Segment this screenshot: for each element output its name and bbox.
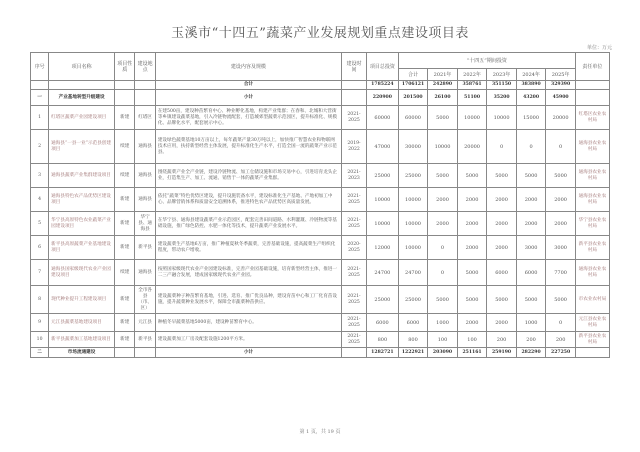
row-name: 元江县蔬菜基地建设项目 <box>49 314 115 332</box>
section-2-total: 1282721 <box>366 348 398 358</box>
row-name: 现代种业提升工程建设项目 <box>49 286 115 314</box>
row-total: 25000 <box>366 286 398 314</box>
row-seq: 6 <box>31 236 49 260</box>
row-location: 元江县 <box>135 314 155 332</box>
section-1-name: 产业基地转型升级建设 <box>49 90 115 106</box>
row-nature: 新建 <box>114 286 134 314</box>
row-y2022: 100 <box>457 332 487 348</box>
row-seq: 4 <box>31 188 49 212</box>
row-y2024: 1000 <box>516 314 546 332</box>
row-y2025: 2000 <box>546 188 576 212</box>
row-y2023: 5000 <box>487 286 517 314</box>
row-y2024: 15000 <box>516 106 546 130</box>
row-location: 新平县 <box>135 236 155 260</box>
row-location: 华宁县、通海县 <box>135 212 155 236</box>
row-y2022: 2000 <box>457 236 487 260</box>
row-name: 华宁县高原特色农业蔬菜产业园建设项目 <box>49 212 115 236</box>
project-row <box>31 314 610 332</box>
row-name: 通海县“一县一业”示范县创建项目 <box>49 130 115 164</box>
document-title: 玉溪市“十四五”蔬菜产业发展规划重点建设项目表 <box>171 26 469 41</box>
row-resp: 新平县农业农村局 <box>575 332 609 348</box>
row-name: 新平县高原蔬菜产业基地建设项目 <box>49 236 115 260</box>
row-period: 2021-2025 <box>342 212 367 236</box>
row-content: 按照国家级现代农业产业园建设标准，完善产业园基础设施，培育新型经营主体，推进一二三产融合发展，建成国家级现代农业产业园。 <box>155 260 341 286</box>
project-row <box>31 106 610 130</box>
section-1-y2024: 43200 <box>516 90 546 106</box>
row-seq: 3 <box>31 164 49 188</box>
row-total: 10000 <box>366 212 398 236</box>
row-location: 通海县 <box>135 164 155 188</box>
row-name: 新平县蔬菜加工基地建设项目 <box>49 332 115 348</box>
grand-total-label: 合计 <box>155 81 341 90</box>
grand-total-plan: 1706121 <box>398 81 428 90</box>
project-row <box>31 212 610 236</box>
row-y2025: 7700 <box>546 260 576 286</box>
header-seq: 序号 <box>31 53 49 81</box>
row-nature: 新建 <box>114 236 134 260</box>
row-plan: 25000 <box>398 164 428 188</box>
row-period: 2020-2025 <box>342 236 367 260</box>
section-2-y2021: 203090 <box>428 348 458 358</box>
row-resp: 华宁县农业农村局 <box>575 212 609 236</box>
grand-total-y2022: 358761 <box>457 81 487 90</box>
row-seq: 9 <box>31 314 49 332</box>
section-1-seq: 一 <box>31 90 49 106</box>
row-resp: 通海县农业农村局 <box>575 164 609 188</box>
row-y2023: 6000 <box>487 260 517 286</box>
header-resp: 责任单位 <box>575 53 609 81</box>
row-location: 通海县 <box>135 188 155 212</box>
row-plan: 60000 <box>398 106 428 130</box>
row-nature: 新建 <box>114 188 134 212</box>
row-y2023: 2000 <box>487 212 517 236</box>
row-plan: 6000 <box>398 314 428 332</box>
row-total: 6000 <box>366 314 398 332</box>
header-location: 建设地点 <box>135 53 155 81</box>
row-y2023: 5000 <box>487 164 517 188</box>
row-plan: 800 <box>398 332 428 348</box>
row-resp: 通海县农业农村局 <box>575 188 609 212</box>
row-location: 红塔区 <box>135 106 155 130</box>
row-y2024: 0 <box>516 130 546 164</box>
row-plan: 24700 <box>398 260 428 286</box>
row-nature: 新建 <box>114 106 134 130</box>
row-y2024: 5000 <box>516 164 546 188</box>
row-y2025: 0 <box>546 130 576 164</box>
header-y2021: 2021年 <box>428 69 458 81</box>
header-y2023: 2023年 <box>487 69 517 81</box>
row-name: 通海县国家级现代农业产业园建设项目 <box>49 260 115 286</box>
grand-total-row <box>31 81 610 90</box>
row-resp: 元江县农业农村局 <box>575 314 609 332</box>
row-resp: 红塔区农业农村局 <box>575 106 609 130</box>
section-1-total: 220900 <box>366 90 398 106</box>
row-y2024: 2000 <box>516 212 546 236</box>
header-plan-total: 合计 <box>398 69 428 81</box>
row-resp: 通海县农业农村局 <box>575 260 609 286</box>
section-2-y2022: 251161 <box>457 348 487 358</box>
row-y2024: 200 <box>516 332 546 348</box>
row-content: 依托“蔬菜”特色优势区建设，提升设施装备水平，建设标准化生产基地、产地初加工中心、品牌营销体系和质量安全追溯体系，推进特色农产品优势区高质量发展。 <box>155 188 341 212</box>
row-y2025: 20000 <box>546 106 576 130</box>
section-1-y2021: 26100 <box>428 90 458 106</box>
row-y2022: 5000 <box>457 286 487 314</box>
row-total: 24700 <box>366 260 398 286</box>
row-y2021: 0 <box>428 236 458 260</box>
row-y2022: 5000 <box>457 164 487 188</box>
row-content: 建设绿色蔬菜基地10万亩以上，每年蔬菜产量30万吨以上，加快推广智慧农业和物联网技术应用，扶持新型经营主体发展，提升标准化生产水平，打造全国一流的蔬菜产业示范县。 <box>155 130 341 164</box>
row-y2021: 2000 <box>428 188 458 212</box>
header-y2022: 2022年 <box>457 69 487 81</box>
row-content: 种植冬早蔬菜基地5000亩，建设种苗繁育中心。 <box>155 314 341 332</box>
row-period: 2019-2022 <box>342 130 367 164</box>
row-y2021: 5000 <box>428 106 458 130</box>
header-name: 项目名称 <box>49 53 115 81</box>
row-seq: 1 <box>31 106 49 130</box>
project-rows <box>31 106 610 348</box>
row-nature: 续建 <box>114 260 134 286</box>
section-1-label: 小计 <box>155 90 341 106</box>
row-content: 建设蔬菜种子种苗繁育基地，引进、选育、推广优良品种，建设育苗中心和工厂化育苗设施，提升蔬菜种业发展水平，保障全市蔬菜种苗供应。 <box>155 286 341 314</box>
row-nature: 续建 <box>114 164 134 188</box>
unit-label: 单位：万元 <box>586 45 612 51</box>
header-y2025: 2025年 <box>546 69 576 81</box>
row-period: 2021-2025 <box>342 106 367 130</box>
row-y2021: 5000 <box>428 286 458 314</box>
row-content: 在建500亩，建设种苗繁育中心、种业孵化基地，构建产业集群；在春和、北城和大营街等乡镇建设蔬菜基地，引入冷链物流配套，打造城郊型蔬菜示范园区，提升标准化、规模化、品牌化水平，配套展示中心。 <box>155 106 341 130</box>
section-1-y2025: 45900 <box>546 90 576 106</box>
row-y2023: 2000 <box>487 314 517 332</box>
row-content: 建设蔬菜加工厂房及配套设施1200平方米。 <box>155 332 341 348</box>
row-y2021: 10000 <box>428 130 458 164</box>
row-y2023: 0 <box>487 130 517 164</box>
row-location: 新平县 <box>135 332 155 348</box>
row-y2025: 5000 <box>546 286 576 314</box>
header-plan-group: “十四五”期间投资 <box>398 53 575 69</box>
row-y2022: 2000 <box>457 314 487 332</box>
row-total: 12000 <box>366 236 398 260</box>
grand-total-total: 1785224 <box>366 81 398 90</box>
section-2-plan: 1222921 <box>398 348 428 358</box>
project-row <box>31 332 610 348</box>
row-nature: 新建 <box>114 212 134 236</box>
row-y2022: 20000 <box>457 130 487 164</box>
row-nature: 续建 <box>114 130 134 164</box>
row-plan: 10000 <box>398 212 428 236</box>
row-total: 47000 <box>366 130 398 164</box>
row-y2025: 3000 <box>546 236 576 260</box>
row-y2024: 3000 <box>516 236 546 260</box>
row-content: 在华宁县、通海县建设蔬菜产业示范园区，配套完善田间道路、水利灌溉、冷链物流等基础设施，推广绿色防控、水肥一体化等技术，提升蔬菜产业发展水平。 <box>155 212 341 236</box>
row-seq: 8 <box>31 286 49 314</box>
row-period: 2021-2025 <box>342 314 367 332</box>
row-y2021: 100 <box>428 332 458 348</box>
row-y2023: 2000 <box>487 236 517 260</box>
row-y2025: 200 <box>546 332 576 348</box>
row-plan: 10000 <box>398 236 428 260</box>
row-location: 全市各县（市、区） <box>135 286 155 314</box>
row-y2024: 2000 <box>516 188 546 212</box>
row-y2022: 2000 <box>457 188 487 212</box>
row-content: 围绕蔬菜产业全产业链，建设冷链物流、加工仓储设施和市场交易中心，引进培育龙头企业，打造集生产、加工、流通、销售于一体的蔬菜产业集群。 <box>155 164 341 188</box>
section-2-row <box>31 348 610 358</box>
row-y2021: 1000 <box>428 314 458 332</box>
row-resp: 市农业农村局 <box>575 286 609 314</box>
page-footer: 第 1 页，共 19 页 <box>299 429 341 435</box>
row-nature: 新建 <box>114 332 134 348</box>
row-y2022: 10000 <box>457 106 487 130</box>
row-name: 通海县蔬菜产业集群建设项目 <box>49 164 115 188</box>
row-name: 红塔区蔬菜产业园建设项目 <box>49 106 115 130</box>
row-y2023: 200 <box>487 332 517 348</box>
row-location: 通海县 <box>135 130 155 164</box>
row-period: 2021-2025 <box>342 260 367 286</box>
row-content: 建设蔬菜生产基地6万亩，推广种植夏秋冬季蔬菜，完善基础设施，提高蔬菜生产组织化程度，带动农户增收。 <box>155 236 341 260</box>
header-total: 项目总投资 <box>366 53 398 81</box>
section-1-plan: 201500 <box>398 90 428 106</box>
row-y2023: 10000 <box>487 106 517 130</box>
header-nature: 项目性质 <box>114 53 134 81</box>
row-y2024: 6000 <box>516 260 546 286</box>
row-y2021: 2000 <box>428 212 458 236</box>
grand-total-y2023: 351150 <box>487 81 517 90</box>
section-2-seq: 二 <box>31 348 49 358</box>
header-content: 建设内容及规模 <box>155 53 341 81</box>
row-y2023: 2000 <box>487 188 517 212</box>
row-period: 2021-2025 <box>342 286 367 314</box>
row-seq: 2 <box>31 130 49 164</box>
project-table <box>30 52 610 358</box>
row-seq: 5 <box>31 212 49 236</box>
row-seq: 10 <box>31 332 49 348</box>
row-nature: 新建 <box>114 314 134 332</box>
row-y2025: 0 <box>546 314 576 332</box>
row-seq: 7 <box>31 260 49 286</box>
header-period: 建设时间 <box>342 53 367 81</box>
section-2-label: 小计 <box>155 348 341 358</box>
grand-total-y2024: 383890 <box>516 81 546 90</box>
row-total: 10000 <box>366 188 398 212</box>
header-y2024: 2024年 <box>516 69 546 81</box>
row-total: 800 <box>366 332 398 348</box>
section-2-y2024: 282290 <box>516 348 546 358</box>
row-y2024: 5000 <box>516 286 546 314</box>
section-1-row <box>31 90 610 106</box>
row-period: 2021-2025 <box>342 332 367 348</box>
project-row <box>31 286 610 314</box>
section-2-name: 市场流通建设 <box>49 348 115 358</box>
row-total: 60000 <box>366 106 398 130</box>
section-2-y2023: 259190 <box>487 348 517 358</box>
row-y2025: 2000 <box>546 212 576 236</box>
row-y2022: 2000 <box>457 212 487 236</box>
row-plan: 10000 <box>398 188 428 212</box>
row-name: 通海县特色农产品优势区建设项目 <box>49 188 115 212</box>
row-period: 2021-2025 <box>342 188 367 212</box>
row-total: 25000 <box>366 164 398 188</box>
row-resp: 通海县农业农村局 <box>575 130 609 164</box>
row-y2022: 5000 <box>457 260 487 286</box>
section-2-y2025: 227250 <box>546 348 576 358</box>
row-y2025: 5000 <box>546 164 576 188</box>
project-row <box>31 188 610 212</box>
row-plan: 30000 <box>398 130 428 164</box>
project-row <box>31 164 610 188</box>
section-1-y2022: 51100 <box>457 90 487 106</box>
section-1-y2023: 35200 <box>487 90 517 106</box>
row-plan: 25000 <box>398 286 428 314</box>
row-y2021: 0 <box>428 260 458 286</box>
grand-total-y2025: 329390 <box>546 81 576 90</box>
project-row <box>31 260 610 286</box>
project-row <box>31 236 610 260</box>
row-y2021: 5000 <box>428 164 458 188</box>
project-row <box>31 130 610 164</box>
row-resp: 新平县农业农村局 <box>575 236 609 260</box>
row-period: 2021-2023 <box>342 164 367 188</box>
row-location: 通海县 <box>135 260 155 286</box>
grand-total-y2021: 242890 <box>428 81 458 90</box>
